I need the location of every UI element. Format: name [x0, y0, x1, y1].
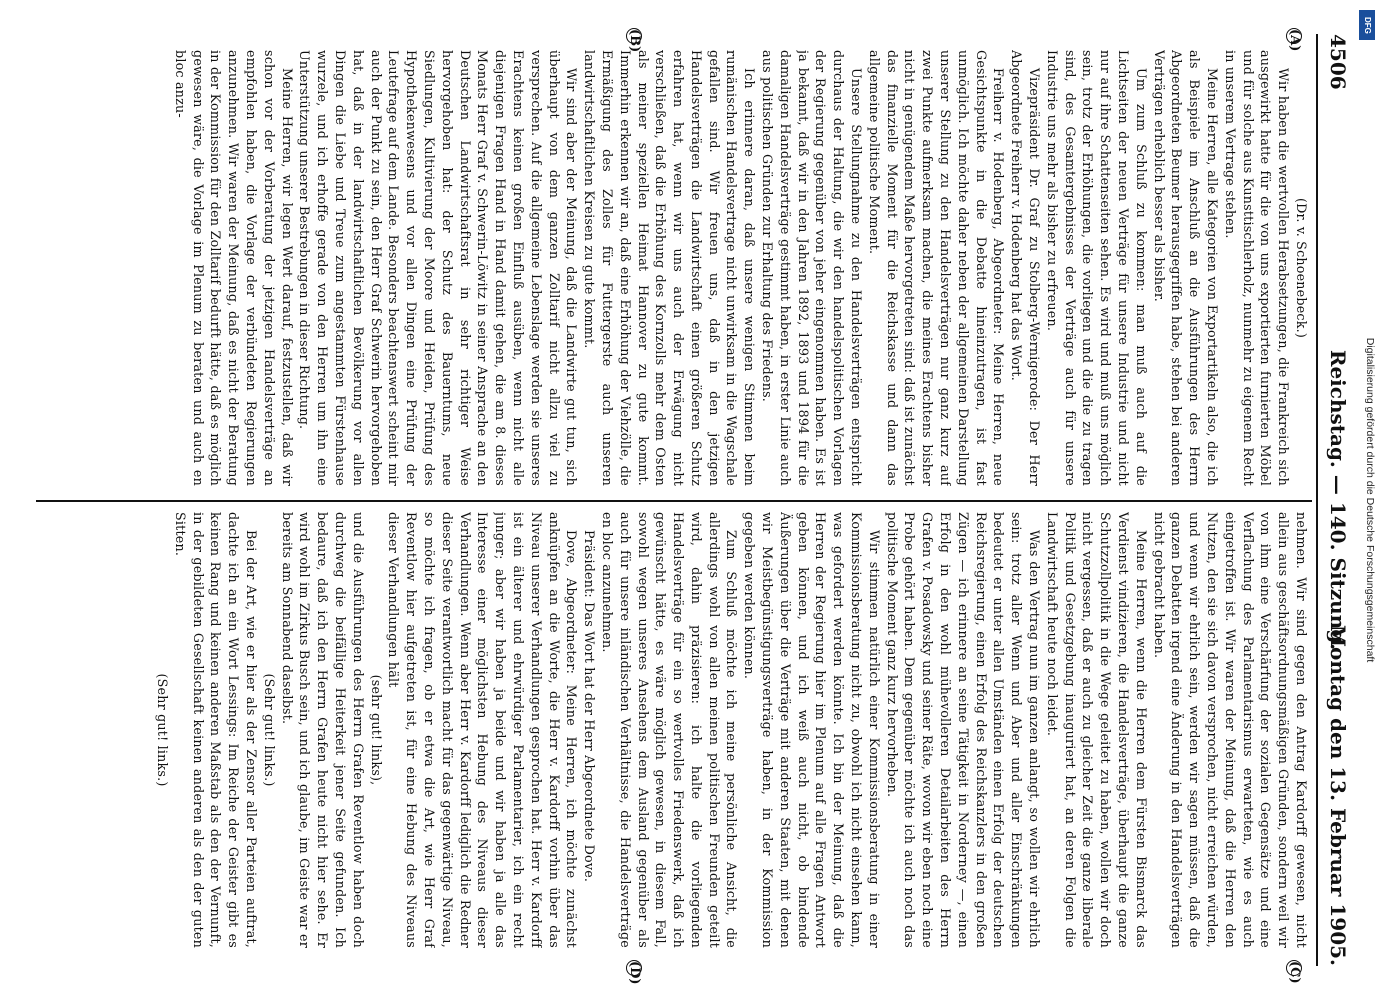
digitization-note [1361, 4, 1379, 996]
dfg-logo: DFG [1359, 10, 1375, 40]
paragraph: Meine Herren, alle Kategorien von Exportartikeln also, die ich als Beispiele im Anschluß an die Ausführungen des Herrn Abgeordneten Beumer herausgegriffen habe, stehen bei anderen Verträgen erheblich besser als bisher. [1151, 50, 1220, 486]
session-title: Reichstag. — 140. Sitzung. [1325, 349, 1350, 651]
session-date: Montag den 13. Februar 1905. [1325, 624, 1350, 966]
paragraph: Unsere Stellungnahme zu den Handelsverträgen entspricht durchaus der Haltung, die wir den handelspolitischen Vorlagen der Regierung gegenüber von jeher eingenommen haben. Es ist ja bekannt, daß wir in den Jahren 1892, 1893 und 1894 für die damaligen Handelsverträge gestimmt haben, in erster Linie auch aus politischen Gründen zur Erhaltung des Friedens. [759, 50, 864, 486]
paragraph: Wir sind aber der Meinung, daß die Landwirte gut tun, sich überhaupt von dem ganzen Zolltarif nicht allzu viel zu versprechen. Auf die allgemeine Lebenslage werden sie unseres Erachtens keinen großen Einfluß ausüben, wenn nicht alle diejenigen Fragen Hand in Hand damit gehen, die am 8. dieses Monats Herr Graf v. Schwerin-Löwitz in seiner Ansprache an den Deutschen Landwirtschaftsrat in sehr richtiger Weise hervorgehoben hat: der Schutz des Bauerntums, neue Siedlungen, Kultivierung der Moore und Heiden, Prüfung des Hypothekenwesens und vor allen Dingen eine Prüfung der Leutefrage auf dem Lande. Besonders beachtenswert scheint mir auch der Punkt zu sein, den Herr Graf Schwerin hervorgehoben hat, daß in der landwirtschaftlichen Bevölkerung vor allen Dingen die Liebe und Treue zum angestammten Fürstenhause wurzele, und ich erhoffe gerade von den Herren um ihn eine Unterstützung unserer Bestrebungen in dieser Richtung. [296, 50, 579, 486]
paragraph: Bei der Art, wie er hier als der Zensor aller Parteien auftrat, dachte ich an ein Wort Lessings: Im Reiche der Geister gibt es keinen Rang und keinen anderen Maßstab als den der Vernunft, in der gebildeten Gesellschaft keinen anderen als den der guten Sitten. [172, 512, 259, 948]
paragraph: Was den Vertrag nun im ganzen anlangt, so wollen wir ehrlich sein: trotz aller Wenn und Aber und aller Einschränkungen bedeutet er unter allen Umständen einen Erfolg der deutschen Reichsregierung, einen Erfolg des Reichskanzlers in den großen Zügen — ich erinnere an seine Tätigkeit in Norderney —, einen Erfolg in den wohl mühevolleren Detailarbeiten des Herrn Grafen v. Posadowsky und seiner Räte, wovon wir eben noch eine Probe gehört haben. Dem gegenüber möchte ich auch noch das politische Moment ganz kurz hervorheben. [884, 512, 1042, 948]
margin-marker-d: (D) [626, 961, 642, 985]
interjection: (sehr gut! links), [368, 674, 384, 786]
paragraph: Um zum Schluß zu kommen: man muß auch auf die Lichtseiten der neuen Verträge für unsere Industrie und nicht nur auf ihre Schattenseiten sehen. Es wird und muß uns möglich sein, trotz der Erhöhungen, die vorliegen und die die zu tragen sind, des Gesamtergebnisses der Verträge auch für unsere Industrie uns mehr als bisher zu erfreuen. [1044, 50, 1149, 486]
paragraph: Ich erinnere daran, daß unsere wenigen Stimmen beim rumänischen Handelsvertrage nicht unwirksam in die Wagschale gefallen sind. Wir freuen uns, daß in den jetzigen Handelsverträgen die Landwirtschaft einen größeren Schutz erfahren hat, wenn wir uns auch der Erwägung nicht verschließen, daß die Erhöhung des Kornzolls mehr dem Osten als meiner speziellen Heimat Hannover zu gute kommt. Immerhin erkennen wir an, daß eine Erhöhung der Viehzölle, die Ermäßigung des Zolles für Futtergerste auch unseren landwirtschaftlichen Kreisen zu gute kommt. [581, 50, 757, 486]
margin-marker-b: (B) [626, 29, 642, 53]
paragraph: Dove, Abgeordneter: Meine Herren, ich möchte zunächst anknüpfen an die Worte, die Herr v. Kardorff vorhin über das Niveau unserer Verhandlungen gesprochen hat. Herr v. Kardorff ist ein älterer und ehrwürdiger Parlamentarier, ich ein recht junger; aber wir haben ja beide und wir haben ja alle das Interesse einer möglichsten Hebung des Niveaus dieser Verhandlungen. Wenn aber Herr v. Kardorff lediglich die Redner dieser Seite verantwortlich macht für das gegenwärtige Niveau, so möchte ich fragen, ob er etwa die Art, wie Herr Graf Reventlow hier aufgetreten ist, für eine Hebung des Niveaus dieser Verhandlungen hält [385, 512, 579, 948]
rotated-sheet [22, 20, 1362, 985]
paragraph: und die Ausführungen des Herrn Grafen Reventlow haben doch durchweg die beifällige Heiterkeit jener Seite gefunden. Ich bedaure, daß ich den Herrn Grafen heute nicht hier sehe. Er wird wohl im Zirkus Busch sein, und ich glaube, im Geiste war er bereits am Sonnabend daselbst. [279, 512, 366, 948]
interjection: (Sehr gut! links.) [154, 673, 170, 787]
running-header [1320, 34, 1354, 966]
paragraph-speaker-intro: Präsident: Das Wort hat der Herr Abgeordnete Dove. [581, 530, 597, 883]
continuation-speaker: (Dr. v. Schoenebeck.) [1293, 198, 1309, 338]
paragraph-speaker-intro: Vizepräsident Dr. Graf zu Stolberg-Wernigerode: Der Herr Abgeordnete Freiherr v. Hodenberg hat das Wort. [1008, 50, 1042, 486]
page-number: 4506 [1325, 34, 1350, 90]
header-rule [1316, 34, 1318, 966]
paragraph: Wir haben die wertvollen Herabsetzungen, die Frankreich sich ausgewirkt hatte für die von uns exportierten furnierten Möbel und für solche aus Kunsttischlerholz, nunmehr zu eigenem Recht in unserem Vertrage stehen. [1222, 50, 1291, 486]
paragraph: Freiherr v. Hodenberg, Abgeordneter: Meine Herren, neue Gesichtspunkte in die Debatte hineinzutragen, ist fast unmöglich. Ich möchte daher neben der allgemeinen Darstellung unserer Stellung zu den Handelsverträgen nur ganz kurz auf zwei Punkte aufmerksam machen, die meines Erachtens bisher nicht in genügendem Maße hervorgetreten sind: daß ist zunächst das finanzielle Moment für die Reichskasse und dann das allgemeine politische Moment. [866, 50, 1006, 486]
margin-marker-a: (A) [1286, 29, 1302, 52]
margin-marker-c: (C) [1286, 961, 1302, 984]
right-column [36, 512, 1310, 948]
paragraph: Zum Schluß möchte ich meine persönliche Ansicht, die allerdings wohl von allen meinen politischen Freunden geteilt wird, dahin präzisieren: ich halte die vorliegenden Handelsverträge für ein so wertvolles Friedenswerk, daß ich gewünscht hätte, es wäre möglich gewesen, in diesem Fall, sowohl wegen unseres Ansehens dem Ausland gegenüber als auch für unsere inländischen Verhältnisse, die Handelsverträge en bloc anzunehmen. [599, 512, 739, 948]
paragraph: nehmen. Wir sind gegen den Antrag Kardorff gewesen, nicht allein aus geschäftsordnungsmäßigen Gründen, sondern weil wir von ihm eine Verschärfung der sozialen Gegensätze und eine Verflachung des Parlamentarismus erwarteten, wie es auch eingetroffen ist. Wir waren der Meinung, daß die Herren den Nutzen, den sie sich davon versprochen, nicht erreichen würden, und wenn wir ehrlich sein, werden wir sagen müssen, daß die ganzen Debatten irgend eine Änderung in den Handelsverträgen nicht gebracht haben. [1151, 512, 1309, 948]
interjection: (Sehr gut! links.) [261, 673, 277, 787]
paragraph: Meine Herren, wenn die Herren dem Fürsten Bismarck das Verdienst vindizieren, die Handelsverträge, überhaupt die ganze Schutzzollpolitik in die Wege geleitet zu haben, wollen wir doch nicht vergessen, daß er auch zu gleicher Zeit die ganze liberale Politik und Gesetzgebung inauguriert hat, an deren Folgen die Landwirtschaft heute noch leidet. [1044, 512, 1149, 948]
paragraph: Wir stimmen natürlich einer Kommissionsberatung in einer Kommissionsberatung nicht zu, obwohl ich nicht einsehen kann, was gefordert werden könnte. Ich bin der Meinung, daß die Herren der Regierung hier im Plenum auf alle Fragen Antwort geben können, und ich weiß auch nicht, ob bindende Äußerungen über die Verträge mit anderen Staaten, mit denen wir Meistbegünstigungsverträge haben, in der Kommission gegeben werden können. [741, 512, 882, 948]
paragraph: Meine Herren, wir legen Wert darauf, festzustellen, daß wir schon vor der Vorberatung der jetzigen Handelsverträge an empfohlen haben, die Vorlage der verbündeten Regierungen anzunehmen. Wir waren der Meinung, daß es nicht der Beratung in der Kommission für den Zolltarif bedurft hätte, daß es möglich gewesen wäre, die Vorlage im Plenum zu beraten und auch en bloc anzu- [172, 50, 295, 486]
left-column [36, 50, 1310, 486]
funding-credit: Digitalisierung gefördert durch die Deutsche Forschungsgemeinschaft [1364, 337, 1376, 663]
column-divider [36, 500, 1312, 502]
